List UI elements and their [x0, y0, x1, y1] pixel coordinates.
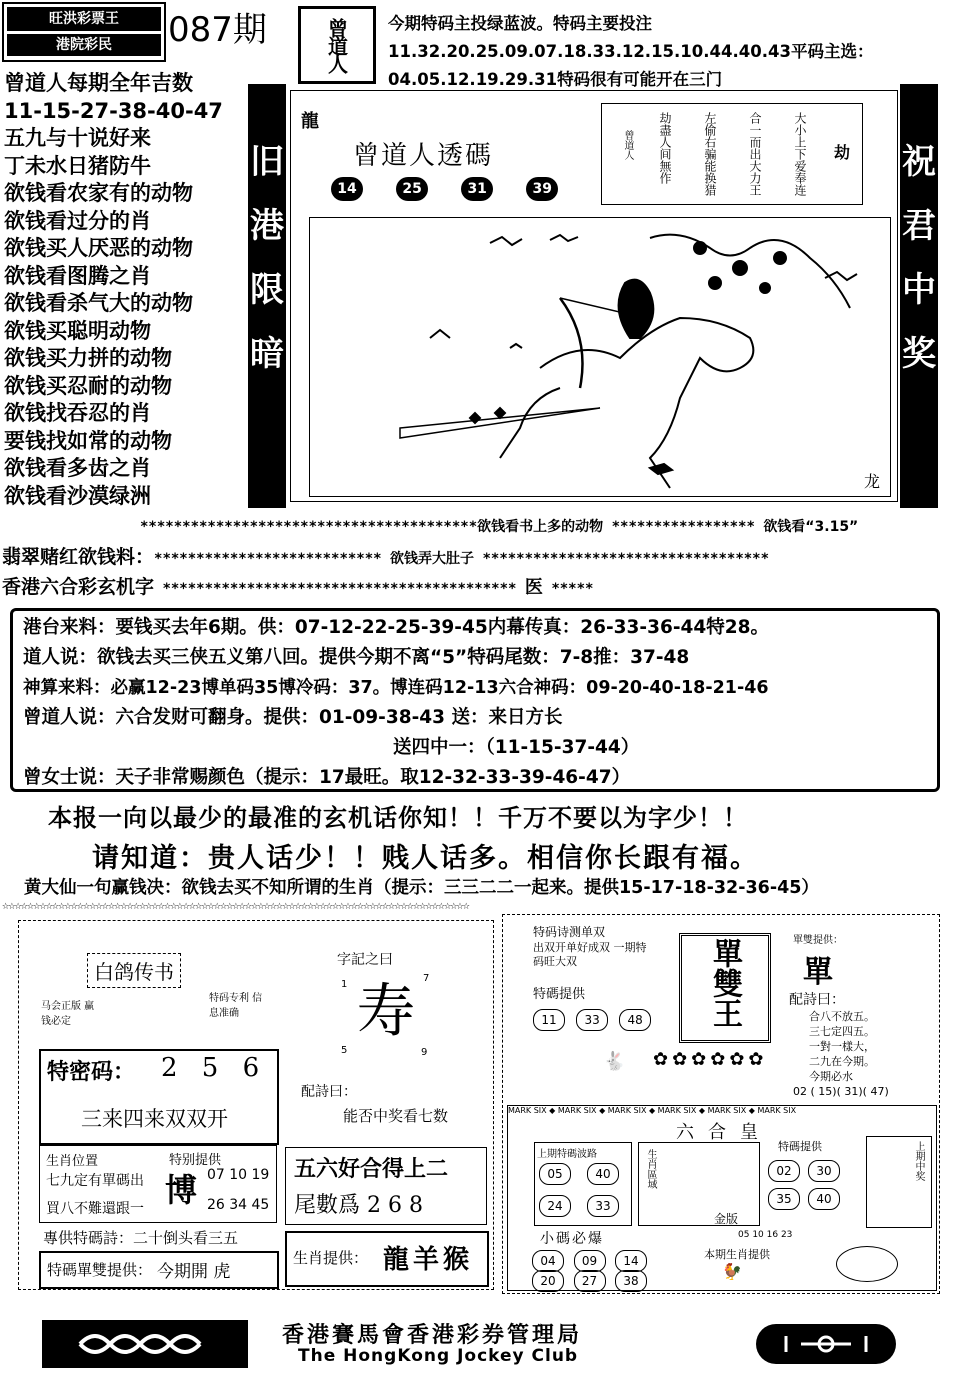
scroll-right-char: 祝: [902, 142, 936, 182]
poem-col: 曾道人: [622, 130, 633, 160]
scroll-panel: [290, 90, 898, 502]
left-line: 欲钱买忍耐的动物: [4, 373, 172, 398]
small-ball: 33: [576, 1009, 608, 1031]
small-title: 小碼必爆: [540, 1231, 604, 1247]
header-logo: [2, 2, 166, 62]
scroll-dragon-label: 龍: [301, 111, 319, 132]
scroll-right-char: 君: [902, 206, 936, 246]
special-ball: 30: [808, 1160, 840, 1182]
info-line: 曾女士说：天子非常赐颜色（提示：17最旺。取12-32-33-39-46-47）: [23, 767, 631, 788]
last-ball: 24: [539, 1195, 571, 1217]
sx-value: 龍羊猴: [383, 1245, 474, 1275]
liuhe-area: [507, 1105, 937, 1291]
mark-top: MARK SIX ◆ MARK SIX ◆ MARK SIX ◆ MARK SIX ◆ MARK SIX ◆ MARK SIX: [508, 1106, 797, 1115]
left-line: 曾道人每期全年吉数: [4, 71, 193, 95]
last-ball: 40: [587, 1163, 619, 1185]
poem-col: 大小上下爱奉连: [793, 112, 807, 196]
scroll-right-char: 中: [902, 270, 936, 310]
verse-box: [511, 921, 661, 1081]
left-line: 丁未水日猪防牛: [4, 153, 151, 178]
combo-box: [285, 1147, 487, 1225]
star-line3-text: 医: [524, 577, 543, 598]
left-line: 欲钱看杀气大的动物: [4, 291, 193, 315]
special-box: [159, 1145, 275, 1221]
scroll-ball: 31: [461, 177, 493, 201]
small-balls: [532, 1250, 653, 1272]
star-line-3: 香港六合彩玄机字 ****************************************** 医 *****: [2, 576, 594, 598]
peishi-balls: 02 ( 15)( 31)( 47): [793, 1085, 889, 1098]
tema-phrase: 三来四来双双开: [81, 1107, 228, 1131]
small-ball: 09: [574, 1250, 606, 1272]
scroll-ball: 39: [526, 177, 558, 201]
special-poem: 專供特碼詩：二十倒头看三五: [43, 1229, 239, 1247]
mark-label: MARK SIX: [757, 1106, 797, 1115]
small-ball: 38: [615, 1270, 647, 1292]
shengxiao-label: 生肖位置: [46, 1154, 99, 1169]
animal-sketch: 🐇: [603, 1051, 626, 1072]
bottom-right-panel: [502, 914, 940, 1294]
small-ball: 48: [619, 1009, 651, 1031]
special-provide-box: [764, 1136, 860, 1226]
liuhe-title: 六合皇: [676, 1122, 772, 1143]
zone-label: 生肖區域: [645, 1149, 656, 1189]
seal-text: 曾道人: [324, 18, 349, 72]
archer-horse-icon: [310, 218, 890, 496]
scroll-left-char: 旧: [250, 142, 284, 182]
mark-label: MARK SIX: [707, 1106, 747, 1115]
slogan-line-1: 本报一向以最少的最准的玄机话你知！！千万不要以为字少！！: [48, 803, 748, 832]
star-line1-tail: 欲钱看“3.15”: [763, 519, 859, 535]
left-line: 11-15-27-38-40-47: [4, 98, 223, 123]
rooster-icon: 🐓: [722, 1262, 742, 1281]
small-ball: 20: [532, 1270, 564, 1292]
scroll-ball: 14: [331, 177, 363, 201]
last-title: 上期特碼波路: [537, 1149, 597, 1160]
corner-num: 5: [341, 1045, 348, 1056]
seal-logo: [298, 6, 376, 84]
dan-label: 單雙提供：: [793, 935, 843, 946]
peishi-lines: [809, 1009, 875, 1084]
info-line: 送四中一：（11-15-37-44）: [393, 737, 640, 758]
star-line-2: 翡翠赌红欲钱料：*************************** 欲钱弄大肚子 **********************************: [2, 546, 770, 568]
corner-num: 7: [423, 973, 430, 984]
tema-box: [39, 1049, 279, 1145]
info-line: 道人说：欲钱去买三侠五义第八回。提供今期不离“5”特码尾数：7-8推：37-48: [23, 647, 690, 668]
note-left: 马会正版 赢钱必定: [41, 1001, 95, 1027]
danshuang-box: [679, 933, 771, 1043]
footer-logo-right: [756, 1324, 896, 1364]
lottery-emblem-icon: [776, 1332, 876, 1356]
last-prize-box: [866, 1136, 932, 1228]
illustration-sign: 龙: [863, 472, 880, 491]
star-divider: ☆☆☆☆☆☆☆☆☆☆☆☆☆☆☆☆☆☆☆☆☆☆☆☆☆☆☆☆☆☆☆☆☆☆☆☆☆☆☆☆☆☆☆☆☆☆☆☆☆☆☆☆☆☆☆☆☆☆☆☆☆☆☆☆☆☆☆☆☆☆☆☆☆☆☆: [2, 898, 469, 912]
small-ball: 14: [615, 1250, 647, 1272]
pigeon-title: 白鸽传书: [87, 953, 181, 988]
small-balls-2: [532, 1270, 653, 1292]
scroll-title: 曾道人透碼: [353, 141, 494, 171]
tema-label: 特密码：: [47, 1059, 136, 1085]
scroll-right-chars: [900, 130, 938, 386]
scroll-left-char: 暗: [250, 334, 284, 374]
tema-value: 2 5 6: [161, 1053, 268, 1083]
peishi-label: 配詩曰：: [789, 992, 845, 1008]
logo-line2: 港院彩民: [7, 34, 161, 56]
verse-title: 特码诗测单双: [533, 925, 606, 939]
nums-a: 07 10 19: [207, 1167, 270, 1183]
small-ball: 02: [793, 1085, 807, 1098]
poem-title: 劫: [834, 143, 851, 162]
special-label: 特别提供: [169, 1153, 222, 1168]
footer-en: The HongKong Jockey Club: [298, 1346, 579, 1366]
footer-cn: 香港賽馬會香港彩券管理局: [282, 1322, 583, 1348]
left-line: 要钱找如常的动物: [4, 428, 172, 453]
small-ball: 31: [844, 1085, 859, 1098]
special-ball: 35: [768, 1188, 800, 1210]
left-line: 欲钱看图腾之肖: [4, 263, 151, 288]
bottom-left-panel: [18, 920, 494, 1290]
special-ball: 02: [768, 1160, 800, 1182]
peishi-line: 今期必水: [809, 1070, 853, 1083]
word-poem-label: 配詩曰：: [301, 1084, 357, 1100]
peishi-line: 三七定四五。: [809, 1025, 875, 1038]
logo-line1: 旺洪彩票王: [7, 7, 161, 31]
left-line: 欲钱买人厌恶的动物: [4, 236, 193, 260]
single-label: 特碼單雙提供：: [47, 1261, 153, 1279]
small-ball: 11: [533, 1009, 565, 1031]
scroll-ball: 25: [396, 177, 428, 201]
sx-box: [285, 1231, 489, 1287]
small-ball: 47: [870, 1085, 885, 1098]
dan-value: 單: [803, 955, 833, 990]
intro-text: 今期特码主投绿蓝波。特码主要投注11.32.20.25.09.07.18.33.12.15.10.44.40.43平码主选：04.05.12.19.29.31特码很有可能开在三门: [388, 14, 874, 89]
left-line: 欲钱看多齿之肖: [4, 456, 151, 480]
huang-daxian-line: 黄大仙一句赢钱决：欲钱去买不知所谓的生肖（提示：三三二二一起来。提供15-17-18-32-36-45）: [24, 878, 819, 898]
zone-box: [638, 1142, 760, 1226]
single-value: 今期開 虎: [157, 1262, 231, 1282]
left-line: 欲钱看农家有的动物: [4, 181, 193, 205]
star-line2-label: 翡翠赌红欲钱料：: [2, 546, 155, 568]
special-ball: 40: [808, 1188, 840, 1210]
scroll-right-char: 奖: [902, 334, 936, 374]
tail-nums: 05 10 16 23: [738, 1230, 793, 1240]
star-line3-label: 香港六合彩玄机字: [2, 576, 155, 598]
tail-text: 尾數爲 2 6 8: [294, 1193, 423, 1218]
peishi-line: 二九在今期。: [809, 1055, 875, 1068]
combo-text: 五六好合得上二: [294, 1156, 449, 1182]
left-line: 欲钱看沙漠绿洲: [4, 483, 151, 508]
verse-balls: [533, 1009, 657, 1031]
line-a: 七九定有單碼出: [46, 1173, 144, 1189]
special-title: 特碼提供: [778, 1140, 822, 1153]
small-ball: 15: [818, 1085, 833, 1098]
scroll-left-char: 港: [250, 206, 284, 246]
poem-col: 左偷右骗能换猎: [703, 112, 717, 196]
star-line-1: ****************************************欲钱看书上多的动物 ***************** 欲钱看“3.15”: [140, 519, 859, 535]
left-line: 欲钱买力拼的动物: [4, 346, 172, 370]
issue-number: 087期: [168, 10, 267, 50]
left-column: [4, 70, 244, 510]
word-title: 字記之曰: [337, 952, 393, 968]
peishi-line: 合八不放五。: [809, 1010, 875, 1023]
verse-provide: 特碼提供: [533, 987, 586, 1002]
corner-num: 9: [421, 1047, 428, 1058]
poem-col: 合一而出大力王: [748, 112, 762, 196]
mark-label: MARK SIX: [557, 1106, 597, 1115]
mark-label: MARK SIX: [508, 1106, 547, 1115]
corner-num: 1: [341, 979, 348, 990]
slogan-line-2: 请知道：贵人话少！！贱人话多。相信你长跟有福。: [92, 843, 759, 874]
danshuang-title: 單雙王: [707, 938, 742, 1028]
round-seal: [836, 1246, 898, 1282]
info-line: 神算来料：必赢12-23博单码35博冷码：37。博连码12-13六合神码：09-20-40-18-21-46: [23, 678, 769, 698]
info-box: [10, 608, 940, 792]
last-ball: 05: [539, 1163, 571, 1185]
small-ball: 27: [574, 1270, 606, 1292]
flower-row: ✿✿✿✿✿✿: [653, 1049, 768, 1070]
star-line2-text: 欲钱弄大肚子: [390, 551, 475, 567]
jockey-club-emblem-icon: [70, 1327, 220, 1361]
left-line: 欲钱买聪明动物: [4, 318, 151, 343]
peishi-line: 一對一樣大，: [809, 1040, 875, 1053]
star-line1-text: 欲钱看书上多的动物: [477, 519, 604, 535]
scroll-left-chars: [248, 130, 286, 386]
zodiac-title: 本期生肖提供: [704, 1248, 770, 1261]
scroll-poem-box: [601, 103, 863, 205]
last-ball: 33: [587, 1195, 619, 1217]
footer-logo-left: [42, 1320, 248, 1368]
note-right: 特码专利 信息准确: [209, 993, 263, 1019]
scroll-left-char: 限: [250, 270, 284, 310]
mark-label: MARK SIX: [657, 1106, 697, 1115]
last-prize: 上期中奖: [913, 1141, 924, 1181]
small-ball: 04: [532, 1250, 564, 1272]
line-b: 買八不難還跟一: [46, 1201, 144, 1217]
last-period-box: [534, 1142, 632, 1226]
left-line: 五九与十说好来: [4, 126, 151, 150]
archer-illustration: [309, 217, 891, 497]
scroll-balls: [331, 177, 586, 201]
info-line: 曾道人说：六合发财可翻身。提供：01-09-38-43 送：来日方长: [23, 707, 563, 728]
left-line: 欲钱找吞忍的肖: [4, 401, 151, 425]
sx-label: 生肖提供：: [293, 1249, 369, 1267]
single-box: [39, 1251, 279, 1289]
verse-text: 出双开单好成双 一期特码旺大双: [533, 941, 647, 968]
word-poem-text: 能否中奖看七数: [343, 1107, 449, 1125]
big-word: 寿: [357, 977, 416, 1045]
nums-b: 26 34 45: [207, 1197, 270, 1213]
info-line: 港台来料：要钱买去年6期。供：07-12-22-25-39-45内幕传真：26-33-36-44特28。: [23, 617, 769, 638]
special-char: 博: [165, 1171, 198, 1209]
left-line: 欲钱看过分的肖: [4, 208, 151, 233]
jin-label: 金版: [714, 1212, 739, 1226]
mark-label: MARK SIX: [607, 1106, 647, 1115]
poem-col: 劫盡人间無作: [658, 112, 672, 184]
